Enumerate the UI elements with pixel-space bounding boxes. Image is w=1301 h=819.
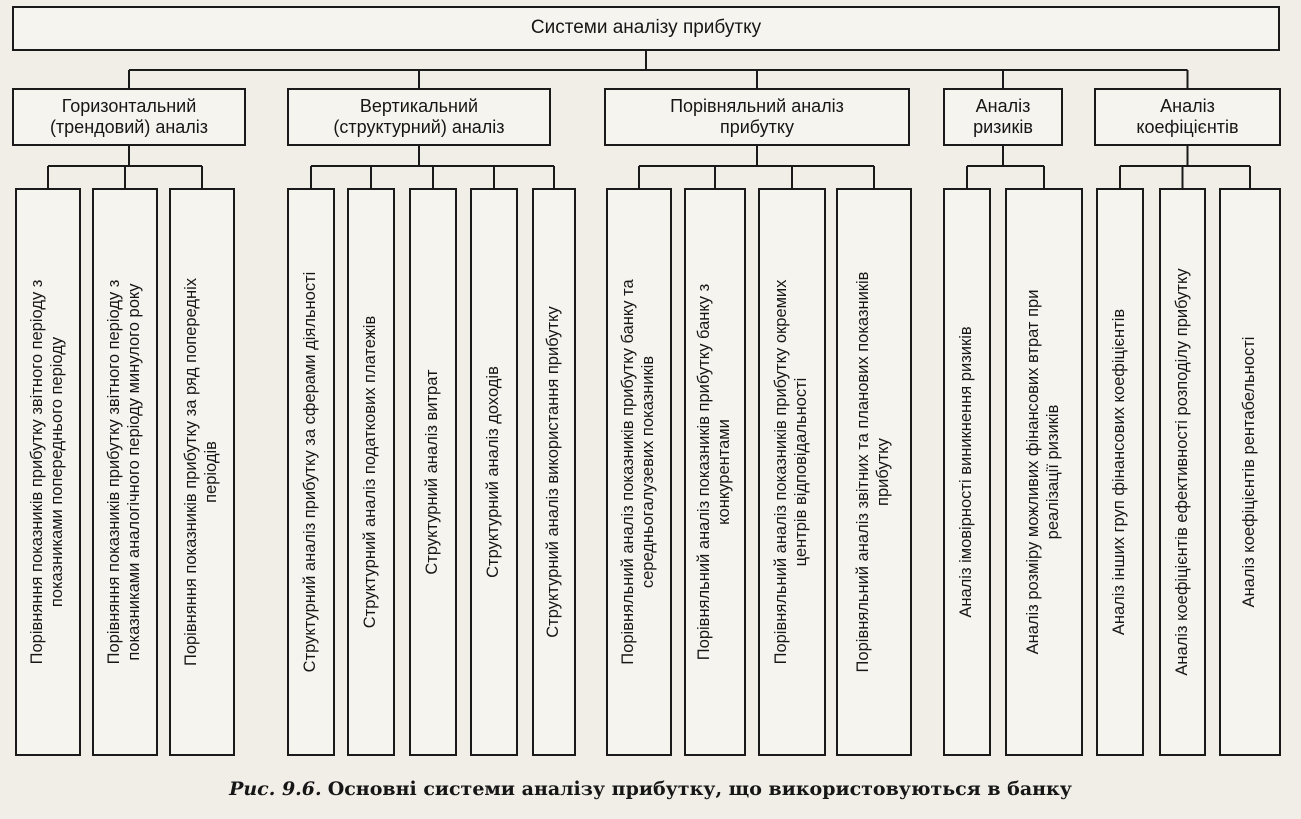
leaf-label: Порівняльний аналіз показників прибутку банку та середньогалузевих показників <box>619 279 657 665</box>
category-label: Горизонтальний (трендовий) аналіз <box>49 95 209 137</box>
leaf-node <box>92 188 158 756</box>
leaf-node <box>836 188 912 756</box>
leaf-node <box>347 188 395 756</box>
root-node <box>12 6 1280 51</box>
leaf-label: Аналіз інших груп фінансових коефіцієнтів <box>1110 308 1129 636</box>
leaf-node <box>1096 188 1144 756</box>
leaf-label: Структурний аналіз використання прибутку <box>544 306 563 638</box>
leaf-label: Порівняльний аналіз звітних та планових показників прибутку <box>854 271 892 673</box>
leaf-label: Аналіз імовірності виникнення ризиків <box>957 326 976 618</box>
leaf-node <box>409 188 457 756</box>
category-node-3 <box>604 88 910 146</box>
leaf-label: Структурний аналіз прибутку за сферами діяльності <box>301 271 320 673</box>
leaf-label: Порівняння показників прибутку за ряд попередніх періодів <box>182 277 220 667</box>
leaf-node <box>1159 188 1206 756</box>
leaf-label: Аналіз коефіцієнтів ефективності розподілу прибутку <box>1172 268 1191 676</box>
category-label: Аналіз ризиків <box>973 95 1033 137</box>
leaf-label: Порівняння показників прибутку звітного періоду з показниками попереднього періоду <box>28 279 66 665</box>
leaf-label: Порівняльний аналіз показників прибутку банку з конкурентами <box>695 283 733 661</box>
leaf-label: Структурний аналіз доходів <box>484 366 503 578</box>
category-label: Аналіз коефіцієнтів <box>1136 95 1239 137</box>
category-label: Порівняльний аналіз прибутку <box>670 95 844 137</box>
leaf-node <box>169 188 235 756</box>
figure-caption <box>0 778 1301 800</box>
leaf-node <box>532 188 576 756</box>
leaf-node <box>287 188 335 756</box>
leaf-label: Аналіз коефіцієнтів рентабельності <box>1240 336 1259 608</box>
leaf-label: Аналіз розміру можливих фінансових втрат при реалізації ризиків <box>1024 289 1062 655</box>
root-node-label: Системи аналізу прибутку <box>530 17 762 39</box>
category-node-5 <box>1094 88 1281 146</box>
category-label: Вертикальний (структурний) аналіз <box>333 95 505 137</box>
figure-number: Рис. 9.6. <box>229 778 322 800</box>
leaf-node <box>1219 188 1281 756</box>
leaf-label: Структурний аналіз витрат <box>423 369 442 575</box>
figure-caption-text: Основні системи аналізу прибутку, що використовуються в банку <box>327 778 1072 800</box>
leaf-label: Порівняння показників прибутку звітного періоду з показниками аналогічного періоду минулого року <box>105 279 143 665</box>
leaf-node <box>15 188 81 756</box>
leaf-node <box>758 188 826 756</box>
leaf-label: Порівняльний аналіз показників прибутку окремих центрів відповідальності <box>772 279 810 665</box>
leaf-label: Структурний аналіз податкових платежів <box>361 315 380 629</box>
leaf-node <box>943 188 991 756</box>
category-node-2 <box>287 88 551 146</box>
category-node-4 <box>943 88 1063 146</box>
category-node-1 <box>12 88 246 146</box>
leaf-node <box>606 188 672 756</box>
leaf-node <box>470 188 518 756</box>
leaf-node <box>1005 188 1083 756</box>
leaf-node <box>684 188 746 756</box>
